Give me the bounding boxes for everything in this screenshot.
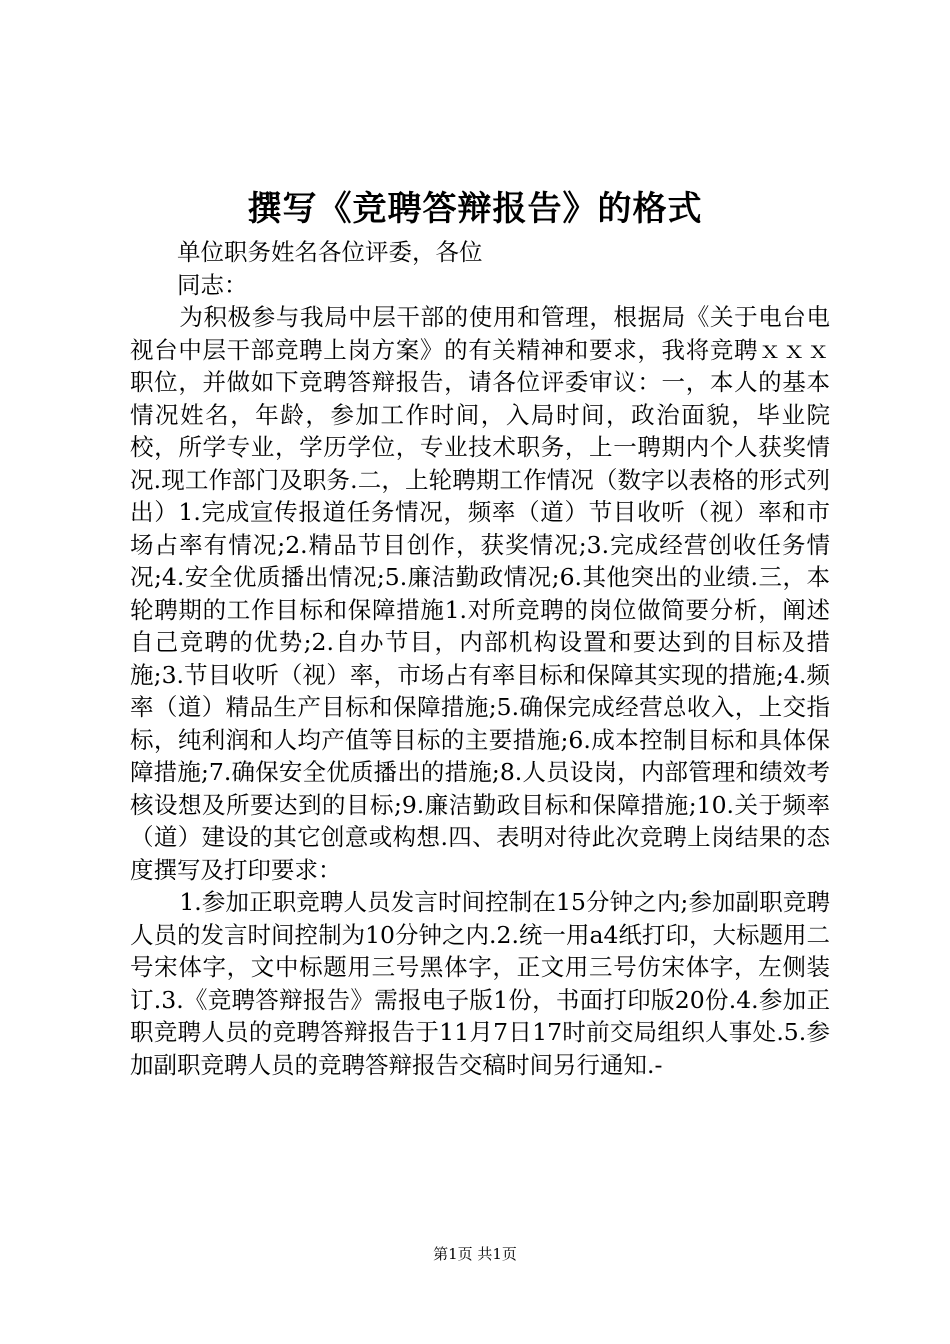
document-title: 撰写《竞聘答辩报告》的格式 (247, 189, 703, 229)
paragraph-2: 1.参加正职竞聘人员发言时间控制在15分钟之内;参加副职竞聘人员的发言时间控制为10分钟之内.2.统一用a4纸打印，大标题用二号宋体字，文中标题用三号黑体字，正文用三号仿宋体字，左侧装订.3.《竞聘答辩报告》需报电子版1份，书面打印版20份.4.参加正职竞聘人员的竞聘答辩报告于11月7日17时前交局组织人事处.5.参加副职竞聘人员的竞聘答辩报告交稿时间另行通知.- (130, 888, 830, 1079)
page-footer: 第1页 共1页 (433, 1245, 517, 1263)
salutation-line-2: 同志： (177, 270, 248, 299)
document-body (130, 236, 830, 1081)
salutation-line-1: 单位职务姓名各位评委，各位 (177, 238, 483, 266)
paragraph-1: 为积极参与我局中层干部的使用和管理，根据局《关于电台电视台中层干部竞聘上岗方案》的有关精神和要求，我将竞聘ｘｘｘ职位，并做如下竞聘答辩报告，请各位评委审议：一，本人的基本情况姓名，年龄，参加工作时间，入局时间，政治面貌，毕业院校，所学专业，学历学位，专业技术职务，上一聘期内个人获奖情况.现工作部门及职务.二，上轮聘期工作情况（数字以表格的形式列出）1.完成宣传报道任务情况，频率（道）节目收听（视）率和市场占率有情况;2.精品节目创作，获奖情况;3.完成经营创收任务情况;4.安全优质播出情况;5.廉洁勤政情况;6.其他突出的业绩.三，本轮聘期的工作目标和保障措施1.对所竞聘的岗位做简要分析，阐述自己竞聘的优势;2.自办节目，内部机构设置和要达到的目标及措施;3.节目收听（视）率，市场占有率目标和保障其实现的措施;4.频率（道）精品生产目标和保障措施;5.确保完成经营总收入，上交指标，纯利润和人均产值等目标的主要措施;6.成本控制目标和具体保障措施;7.确保安全优质播出的措施;8.人员设岗，内部管理和绩效考核设想及所要达到的目标;9.廉洁勤政目标和保障措施;10.关于频率（道）建设的其它创意或构想.四、表明对待此次竞聘上岗结果的态度撰写及打印要求： (130, 303, 830, 884)
